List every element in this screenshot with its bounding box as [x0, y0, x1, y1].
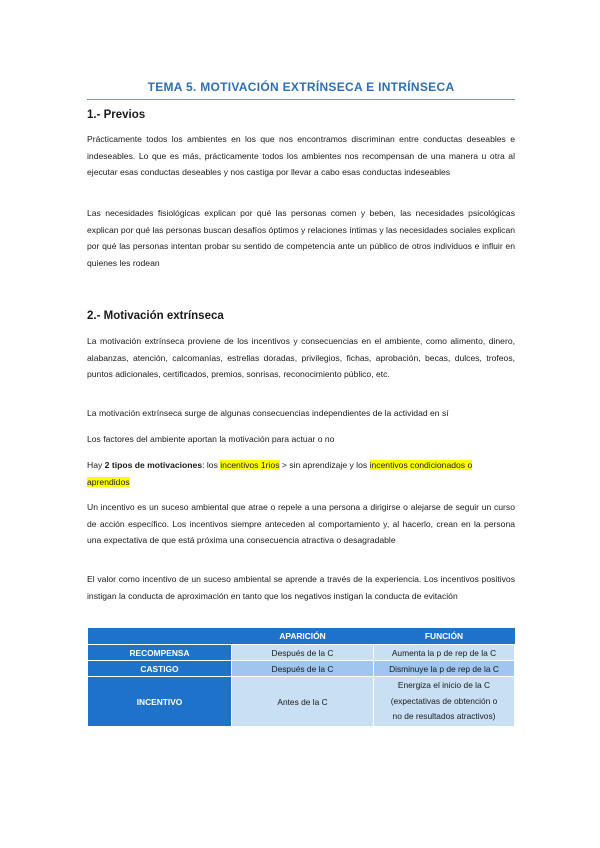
text-run: Hay: [87, 460, 105, 470]
section-heading-motivacion-extrinseca: 2.- Motivación extrínseca: [87, 310, 224, 322]
section-heading-previos: 1.- Previos: [87, 109, 146, 121]
cell-line: Energiza el inicio de la C: [397, 680, 491, 691]
highlighted-text: incentivos condicionados o aprendidos: [87, 460, 473, 487]
text-run: : los: [202, 460, 221, 470]
row-label: RECOMPENSA: [88, 645, 232, 661]
row-label: CASTIGO: [88, 661, 232, 677]
table-row: [88, 661, 515, 677]
paragraph: Prácticamente todos los ambientes en los que nos encontramos discriminan entre conductas deseables e indeseables. Lo que es más, prácticamente todos los ambientes nos recompensan de una manera u otra al ejecutar esas conductas deseables y nos castiga por llevar a cabo esas conductas indeseables: [87, 134, 515, 178]
paragraph: Un incentivo es un suceso ambiental que atrae o repele a una persona a dirigirse o alejarse de seguir un curso de acción específico. Los incentivos siempre anteceden al comportamiento y, al hacerlo, crean en la persona una expectativa de que está próxima una consecuencia atractiva o desagradable: [87, 502, 515, 546]
incentive-table: [87, 628, 515, 727]
paragraph: El valor como incentivo de un suceso ambiental se aprende a través de la experiencia. Los incentivos positivos instigan la conducta de aproximación en tanto que los negativos instigan la conducta de evitación: [87, 574, 515, 601]
bold-text: 2 tipos de motivaciones: [104, 460, 203, 470]
table-row: [88, 645, 515, 661]
table-header-cell: [88, 628, 232, 645]
cell-line: no de resultados atractivos): [392, 711, 496, 722]
paragraph: Las necesidades fisiológicas explican por qué las personas comen y beben, las necesidades psicológicas explican por qué las personas buscan desafíos óptimos y relaciones íntimas y las necesidades sociales explican por qué las personas intentan probar su sentido de competencia ante un público de otros individuos e influir en quienes les rodean: [87, 208, 516, 268]
table-header-cell: APARICIÓN: [232, 628, 374, 645]
document-title: TEMA 5. MOTIVACIÓN EXTRÍNSECA E INTRÍNSECA: [147, 80, 455, 94]
highlighted-text: incentivos 1rios: [220, 460, 280, 470]
paragraph: La motivación extrínseca surge de algunas consecuencias independientes de la actividad en sí: [87, 408, 449, 418]
table-cell: Después de la C: [232, 661, 374, 677]
title-underline: [87, 99, 515, 100]
paragraph: Los factores del ambiente aportan la motivación para actuar o no: [87, 434, 335, 444]
table-row: [88, 677, 515, 727]
row-label: INCENTIVO: [88, 677, 232, 727]
paragraph-tipos-motivaciones: [87, 457, 515, 490]
table-header-cell: FUNCIÓN: [374, 628, 515, 645]
table-cell: [374, 677, 515, 727]
table-cell: Aumenta la p de rep de la C: [374, 645, 515, 661]
table-cell: Disminuye la p de rep de la C: [374, 661, 515, 677]
table-cell: Después de la C: [232, 645, 374, 661]
table-cell: Antes de la C: [232, 677, 374, 727]
text-run: > sin aprendizaje y los: [279, 460, 370, 470]
cell-line: (expectativas de obtención o: [390, 695, 498, 706]
table-header-row: [88, 628, 515, 645]
paragraph: La motivación extrínseca proviene de los incentivos y consecuencias en el ambiente, como alimento, dinero, alabanzas, atención, calcomanías, estrellas doradas, privilegios, fichas, aprobación, becas, dulces, trofeos, puntos adicionales, certificados, premios, sonrisas, reconocimiento público, etc.: [87, 336, 515, 380]
